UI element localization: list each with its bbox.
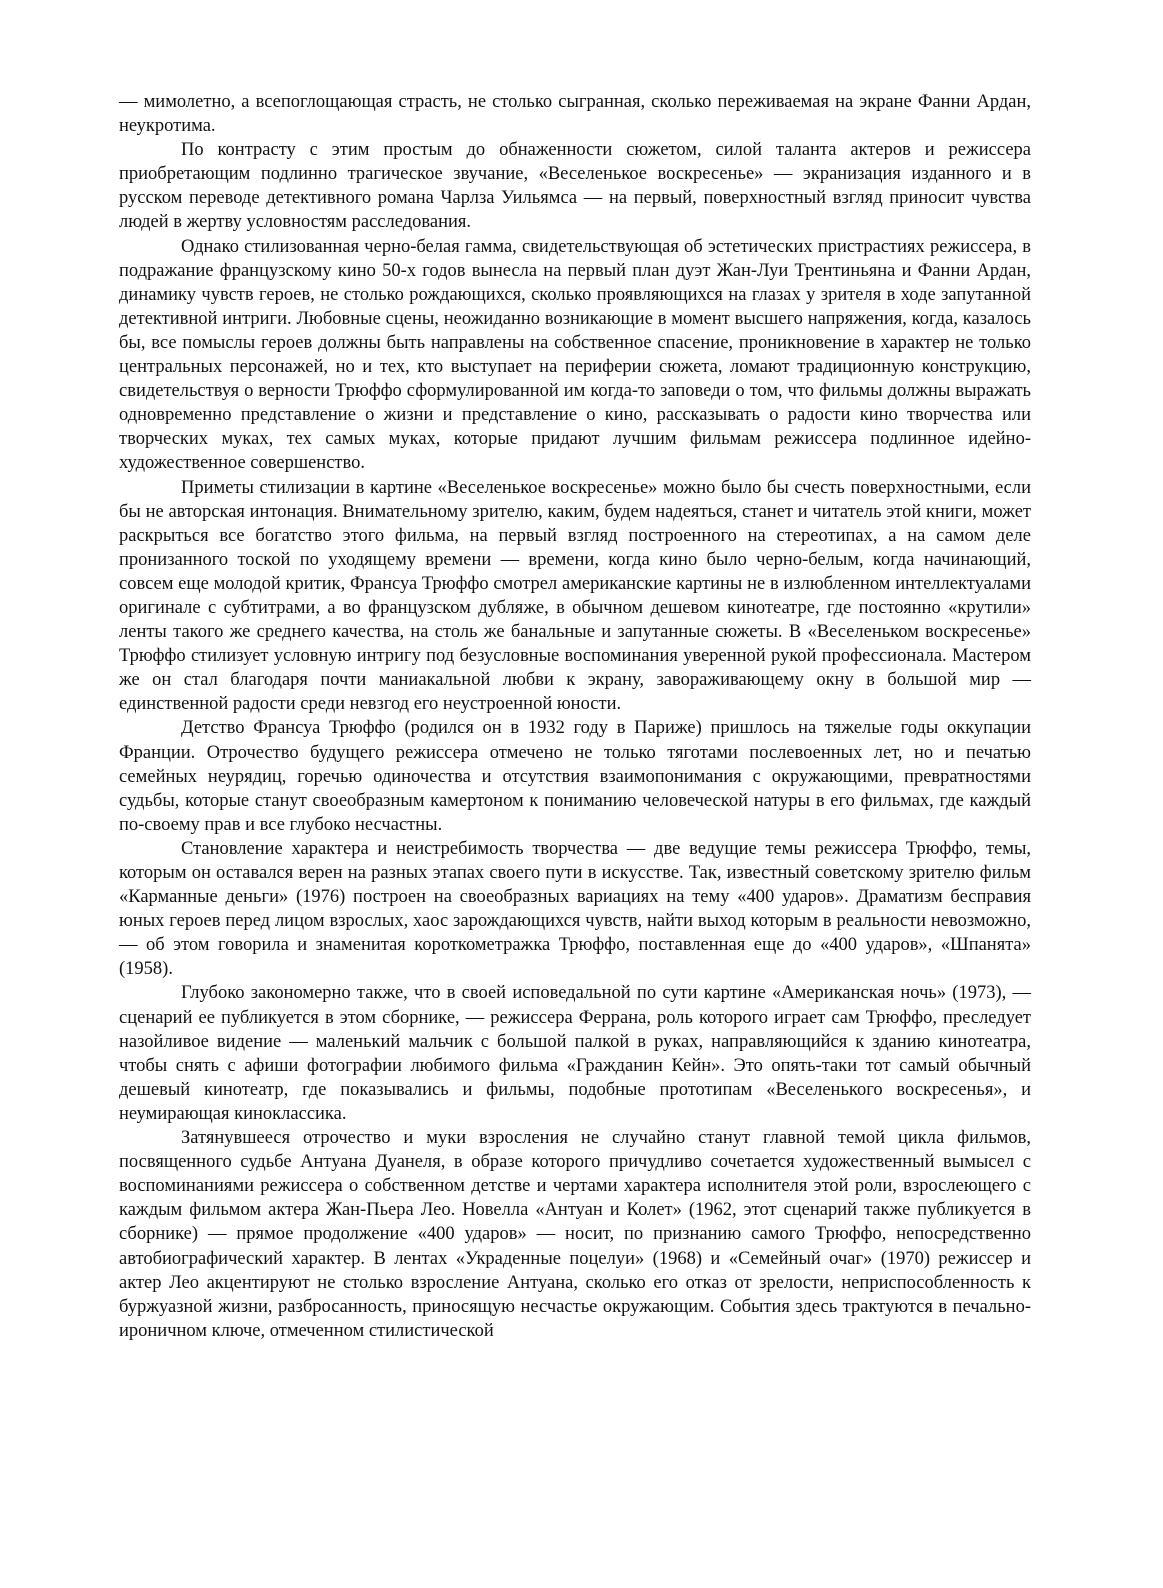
- paragraph-7: Глубоко закономерно также, что в своей исповедальной по сути картине «Американская ночь» (1973), — сценарий ее публикуется в этом сборнике, — режиссера Феррана, роль которого играет сам Трюффо, преследует назойливое видение — маленький мальчик с большой палкой в руках, направляющийся к зданию кинотеатра, чтобы снять с афиши фотографии любимого фильма «Гражданин Кейн». Это опять-таки тот самый обычный дешевый кинотеатр, где показывались и фильмы, подобные прототипам «Веселенького воскресенья», и неумирающая киноклассика.: [119, 983, 1031, 1124]
- document-page: [119, 90, 1031, 1343]
- paragraph-5: Детство Франсуа Трюффо (родился он в 1932 году в Париже) пришлось на тяжелые годы оккупации Франции. Отрочество будущего режиссера отмечено не только тяготами послевоенных лет, но и печатью семейных неурядиц, горечью одиночества и отсутствия взаимопонимания с окружающими, превратностями судьбы, которые станут своеобразным камертоном к пониманию человеческой натуры в его фильмах, где каждый по-своему прав и все глубоко несчастны.: [119, 718, 1031, 835]
- paragraph-4: Приметы стилизации в картине «Веселенькое воскресенье» можно было бы счесть поверхностными, если бы не авторская интонация. Внимательному зрителю, каким, будем надеяться, станет и читатель этой книги, может раскрыться все богатство этого фильма, на первый взгляд построенного на стереотипах, а на самом деле пронизанного тоской по уходящему времени — времени, когда кино было черно-белым, когда начинающий, совсем еще молодой критик, Франсуа Трюффо смотрел американские картины не в излюбленном интеллектуалами оригинале с субтитрами, а во французском дубляже, в обычном дешевом кинотеатре, где постоянно «крутили» ленты такого же среднего качества, на столь же банальные и запутанные сюжеты. В «Веселеньком воскресенье» Трюффо стилизует условную интригу под безусловные воспоминания уверенной рукой профессионала. Мастером же он стал благодаря почти маниакальной любви к экрану, завораживающему окну в большой мир — единственной радости среди невзгод его неустроенной юности.: [119, 477, 1031, 715]
- paragraph-6: Становление характера и неистребимость творчества — две ведущие темы режиссера Трюффо, темы, которым он оставался верен на разных этапах своего пути в искусстве. Так, известный советскому зрителю фильм «Карманные деньги» (1976) построен на своеобразных вариациях на тему «400 ударов». Драматизм бесправия юных героев перед лицом взрослых, хаос зарождающихся чувств, найти выход которым в реальности невозможно, — об этом говорила и знаменитая короткометражка Трюффо, поставленная еще до «400 ударов», «Шпанята» (1958).: [119, 838, 1031, 980]
- paragraph-1: — мимолетно, а всепоглощающая страсть, не столько сыгранная, сколько переживаемая на экране Фанни Ардан, неукротима.: [119, 92, 1031, 137]
- paragraph-2: По контрасту с этим простым до обнаженности сюжетом, силой таланта актеров и режиссера приобретающим подлинно трагическое звучание, «Веселенькое воскресенье» — экранизация изданного и в русском переводе детективного романа Чарлза Уильямса — на первый, поверхностный взгляд приносит чувства людей в жертву условностям расследования.: [119, 140, 1031, 233]
- paragraph-8: Затянувшееся отрочество и муки взросления не случайно станут главной темой цикла фильмов, посвященного судьбе Антуана Дуанеля, в образе которого причудливо сочетается художественный вымысел с воспоминаниями режиссера о собственном детстве и чертами характера исполнителя этой роли, взрослеющего с каждым фильмом актера Жан-Пьера Лео. Новелла «Антуан и Колет» (1962, этот сценарий также публикуется в сборнике) — прямое продолжение «400 ударов» — носит, по признанию самого Трюффо, непосредственно автобиографический характер. В лентах «Украденные поцелуи» (1968) и «Семейный очаг» (1970) режиссер и актер Лео акцентируют не столько взросление Антуана, сколько его отказ от зрелости, неприспособленность к буржуазной жизни, разбросанность, приносящую несчастье окружающим. События здесь трактуются в печально-ироничном ключе, отмеченном стилистической: [119, 1128, 1031, 1341]
- paragraph-3: Однако стилизованная черно-белая гамма, свидетельствующая об эстетических пристрастиях режиссера, в подражание французскому кино 50-х годов вынесла на первый план дуэт Жан-Луи Трентиньяна и Фанни Ардан, динамику чувств героев, не столько рождающихся, сколько проявляющихся на глазах у зрителя в ходе запутанной детективной интриги. Любовные сцены, неожиданно возникающие в момент высшего напряжения, когда, казалось бы, все помыслы героев должны быть направлены на собственное спасение, проникновение в характер не только центральных персонажей, но и тех, кто выступает на периферии сюжета, ломают традиционную конструкцию, свидетельствуя о верности Трюффо сформулированной им когда-то заповеди о том, что фильмы должны выражать одновременно представление о жизни и представление о кино, рассказывать о радости кино творчества или творческих муках, тех самых муках, которые придают лучшим фильмам режиссера подлинное идейно-художественное совершенство.: [119, 236, 1031, 474]
